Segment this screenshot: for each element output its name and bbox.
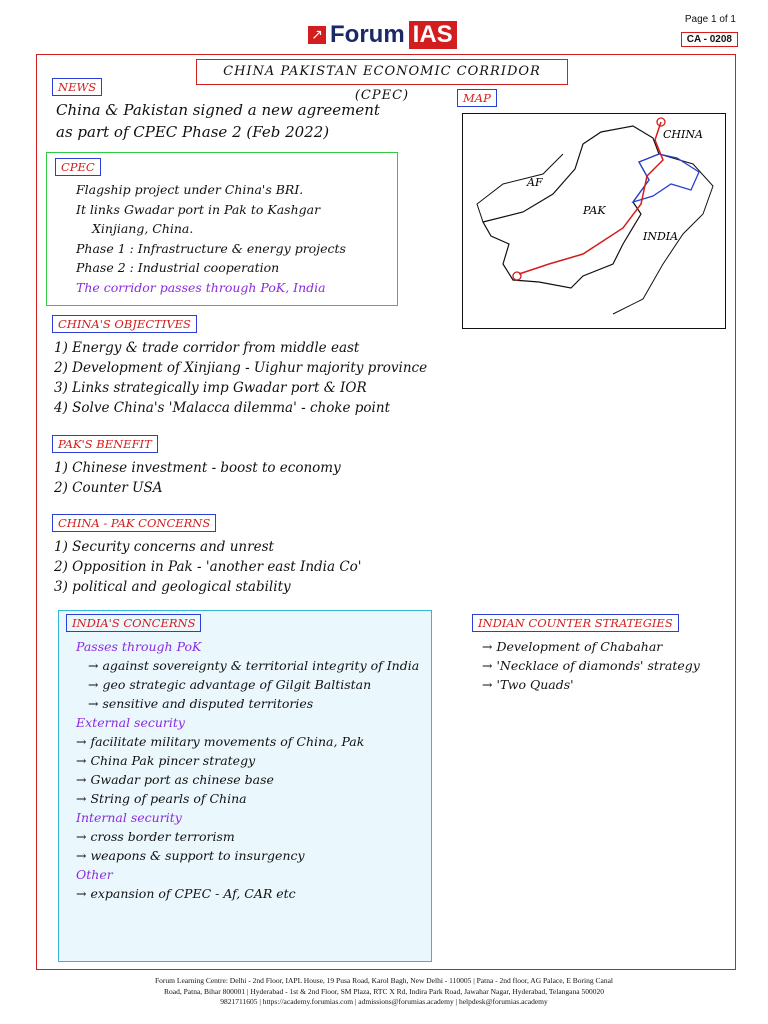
pak-benefit-list [54,458,341,498]
internal-security-heading: Internal security [76,810,182,825]
cpec-text [76,180,346,297]
external-security-heading: External security [76,715,185,730]
document-code: CA - 0208 [681,32,738,47]
list-item: 2) Opposition in Pak - 'another east India Co' [54,559,362,575]
footer [60,976,708,1008]
list-item: → sensitive and disputed territories [88,696,314,711]
list-item: → facilitate military movements of China, Pak [76,734,365,749]
page-title: CHINA PAKISTAN ECONOMIC CORRIDOR (CPEC) [196,59,568,85]
list-item: → Gwadar port as chinese base [76,772,274,787]
pok-heading: Passes through PoK [76,639,202,654]
news-line: China & Pakistan signed a new agreement [56,101,380,119]
map-label-china: CHINA [663,128,703,141]
footer-line: Road, Patna, Bihar 800001 | Hyderabad - 1st & 2nd Floor, SM Plaza, RTC X Rd, Indira Park Road, Jawahar Nagar, Hyderabad, Telangana 500020 [164,986,604,996]
cpec-route [519,122,663,274]
map-drawing [463,114,725,328]
list-item: 3) political and geological stability [54,579,291,595]
map-label-af: AF [527,176,543,189]
list-item: → String of pearls of China [76,791,247,806]
arrow-icon: ↗ [308,26,326,44]
map-label-india: INDIA [643,230,679,243]
list-item: → China Pak pincer strategy [76,753,256,768]
list-item: 3) Links strategically imp Gwadar port & IOR [54,380,367,396]
list-item: 1) Energy & trade corridor from middle east [54,340,360,356]
map-tag: MAP [457,89,497,107]
india-concerns-content [76,637,419,903]
map-label-pak: PAK [583,204,606,217]
list-item: → Development of Chabahar [482,639,663,654]
list-item: → 'Necklace of diamonds' strategy [482,658,700,673]
list-item: 2) Counter USA [54,480,163,496]
china-pak-concerns-list [54,537,362,597]
afghanistan-border [477,154,563,222]
news-tag: NEWS [52,78,102,96]
cpec-map [462,113,726,329]
pakistan-outline [483,126,659,288]
list-item: → expansion of CPEC - Af, CAR etc [76,886,296,901]
logo-forum-text: Forum [330,21,405,48]
list-item: → 'Two Quads' [482,677,574,692]
list-item: 2) Development of Xinjiang - Uighur majority province [54,360,428,376]
list-item: 1) Chinese investment - boost to economy [54,460,341,476]
counter-strategies-list [482,637,700,694]
news-line: as part of CPEC Phase 2 (Feb 2022) [56,123,330,141]
china-pak-concerns-tag: CHINA - PAK CONCERNS [52,514,216,532]
cpec-tag: CPEC [55,158,101,176]
list-item: → geo strategic advantage of Gilgit Baltistan [88,677,372,692]
china-objectives-tag: CHINA'S OBJECTIVES [52,315,197,333]
list-item: → against sovereignty & territorial integrity of India [88,658,420,673]
china-objectives-list [54,338,427,418]
page-number: Page 1 of 1 [684,14,736,25]
logo-ias-text: IAS [409,21,457,49]
list-item: → cross border terrorism [76,829,235,844]
other-heading: Other [76,867,113,882]
cpec-highlight: The corridor passes through PoK, India [76,279,326,295]
cpec-line: Phase 2 : Industrial cooperation [76,260,280,275]
cpec-line: Xinjiang, China. [92,221,194,236]
news-text [56,99,380,143]
list-item: 1) Security concerns and unrest [54,539,274,555]
india-concerns-tag: INDIA'S CONCERNS [66,614,201,632]
pak-benefit-tag: PAK'S BENEFIT [52,435,158,453]
list-item: → weapons & support to insurgency [76,848,305,863]
gwadar-marker [513,272,521,280]
forumias-logo [308,22,457,48]
cpec-line: Flagship project under China's BRI. [76,182,304,197]
footer-line: Forum Learning Centre: Delhi - 2nd Floor, IAPL House, 19 Pusa Road, Karol Bagh, New Delhi - 110005 | Patna - 2nd floor, AG Palace, E Boring Canal [155,976,613,985]
footer-line: 9821711605 | https://academy.forumias.com | admissions@forumias.academy | helpdesk@forumias.academy [220,997,548,1006]
cpec-line: It links Gwadar port in Pak to Kashgar [76,201,321,217]
counter-strategies-tag: INDIAN COUNTER STRATEGIES [472,614,679,632]
list-item: 4) Solve China's 'Malacca dilemma' - choke point [54,400,390,416]
cpec-line: Phase 1 : Infrastructure & energy projects [76,240,346,256]
kashgar-marker [657,118,665,126]
